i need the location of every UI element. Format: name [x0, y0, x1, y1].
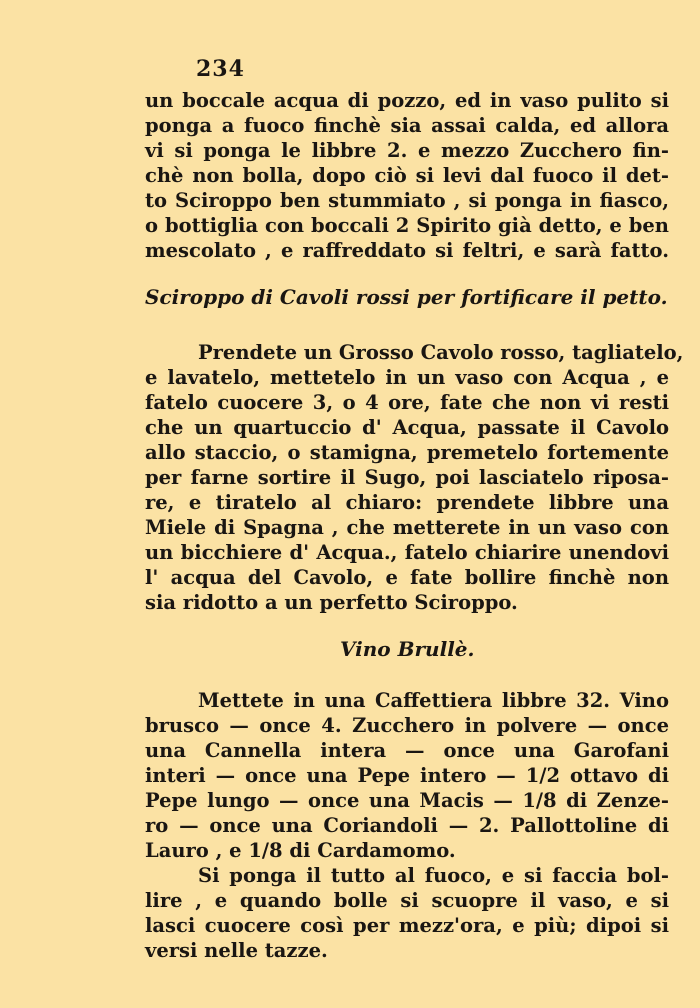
text-line: re, e tiratelo al chiaro: prendete libbre una: [145, 491, 669, 514]
paragraph-continued: [145, 88, 669, 263]
recipe-title-sciroppo: Sciroppo di Cavoli rossi per fortificare il petto.: [145, 285, 668, 309]
text-line: e lavatelo, mettetelo in un vaso con Acqua , e: [145, 366, 669, 389]
text-line: brusco — once 4. Zucchero in polvere — once: [145, 714, 669, 737]
recipe-title-vino: Vino Brullè.: [340, 637, 475, 661]
page-number: 234: [196, 56, 245, 82]
text-line: lasci cuocere così per mezz'ora, e più; dipoi si: [145, 914, 669, 937]
text-line: versi nelle tazze.: [145, 939, 328, 962]
text-line: vi si ponga le libbre 2. e mezzo Zucchero fin-: [145, 139, 669, 162]
text-line: mescolato , e raffreddato si feltri, e sarà fatto.: [145, 239, 669, 262]
text-line: Pepe lungo — once una Macis — 1/8 di Zenze-: [145, 789, 669, 812]
text-line: che un quartuccio d' Acqua, passate il Cavolo: [145, 416, 669, 439]
text-line: per farne sortire il Sugo, poi lasciatelo riposa-: [145, 466, 669, 489]
text-line: un bicchiere d' Acqua., fatelo chiarire unendovi: [145, 541, 669, 564]
text-line: Lauro , e 1/8 di Cardamomo.: [145, 839, 456, 862]
text-line: ro — once una Coriandoli — 2. Pallottoline di: [145, 814, 669, 837]
text-line: Prendete un Grosso Cavolo rosso, tagliatelo,: [198, 341, 684, 364]
text-line: Miele di Spagna , che metterete in un vaso con: [145, 516, 669, 539]
text-line: o bottiglia con boccali 2 Spirito già detto, e ben: [145, 214, 669, 237]
text-line: fatelo cuocere 3, o 4 ore, fate che non vi resti: [145, 391, 669, 414]
text-line: Mettete in una Caffettiera libbre 32. Vino: [198, 689, 669, 712]
recipe-body-vino: [145, 688, 669, 963]
text-line: un boccale acqua di pozzo, ed in vaso pulito si: [145, 89, 669, 112]
text-line: una Cannella intera — once una Garofani: [145, 739, 669, 762]
text-line: to Sciroppo ben stummiato , si ponga in fiasco,: [145, 189, 669, 212]
text-line: lire , e quando bolle si scuopre il vaso, e si: [145, 889, 669, 912]
recipe-body-sciroppo: [145, 340, 684, 615]
text-line: l' acqua del Cavolo, e fate bollire finchè non: [145, 566, 669, 589]
text-line: allo staccio, o stamigna, premetelo fortemente: [145, 441, 669, 464]
text-line: ponga a fuoco finchè sia assai calda, ed allora: [145, 114, 669, 137]
text-line: sia ridotto a un perfetto Sciroppo.: [145, 591, 518, 614]
text-line: chè non bolla, dopo ciò si levi dal fuoco il det-: [145, 164, 669, 187]
text-line: Si ponga il tutto al fuoco, e si faccia bol-: [198, 864, 669, 887]
text-line: interi — once una Pepe intero — 1/2 ottavo di: [145, 764, 669, 787]
